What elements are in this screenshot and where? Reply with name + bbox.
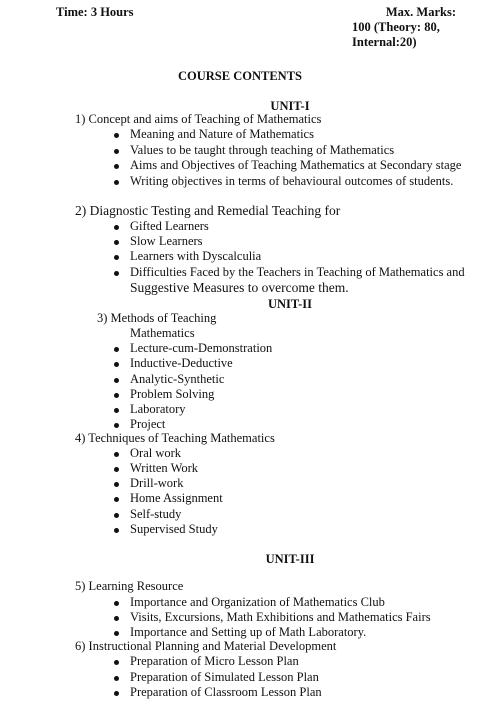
bullet-icon [114,528,119,533]
bullet-icon [114,513,119,518]
bullet-icon [114,378,119,383]
bullet-icon [114,423,119,428]
bullet-icon [114,133,119,138]
bullet-icon [114,497,119,502]
bullet-icon [114,164,119,169]
bullet-icon [114,691,119,696]
list-item-continuation: Suggestive Measures to overcome them. [130,280,349,295]
course-contents-title: COURSE CONTENTS [178,69,302,83]
internal-marks: Internal:20) [352,35,417,49]
topic-heading: 1) Concept and aims of Teaching of Mathematics [75,112,322,126]
unit-heading-3: UNIT-III [265,552,315,566]
topic-heading: 6) Instructional Planning and Material Development [75,639,337,653]
max-marks-value: 100 (Theory: 80, [352,20,440,34]
bullet-icon [114,255,119,260]
bullet-icon [114,225,119,230]
bullet-icon [114,149,119,154]
max-marks-label: Max. Marks: [385,5,456,19]
bullet-icon [114,271,119,276]
time-label: Time: 3 Hours [56,5,134,19]
topic-heading: 3) Methods of Teaching [97,311,217,325]
bullet-icon [114,408,119,413]
max-marks-block [352,5,456,50]
bullet-icon [114,676,119,681]
bullet-icon [114,180,119,185]
bullet-icon [114,452,119,457]
bullet-icon [114,631,119,636]
topic-heading: 4) Techniques of Teaching Mathematics [75,431,275,445]
topic-heading-continuation: Mathematics [130,326,195,340]
bullet-icon [114,616,119,621]
bullet-icon [114,467,119,472]
bullet-icon [114,362,119,367]
bullet-icon [114,347,119,352]
bullet-icon [114,482,119,487]
bullet-icon [114,393,119,398]
bullet-icon [114,660,119,665]
bullet-icon [114,240,119,245]
unit-heading-1: UNIT-I [270,99,310,113]
topic-heading: 5) Learning Resource [75,579,184,593]
unit-heading-2: UNIT-II [267,297,312,311]
topic-heading: 2) Diagnostic Testing and Remedial Teaching for [75,203,341,218]
bullet-icon [114,601,119,606]
